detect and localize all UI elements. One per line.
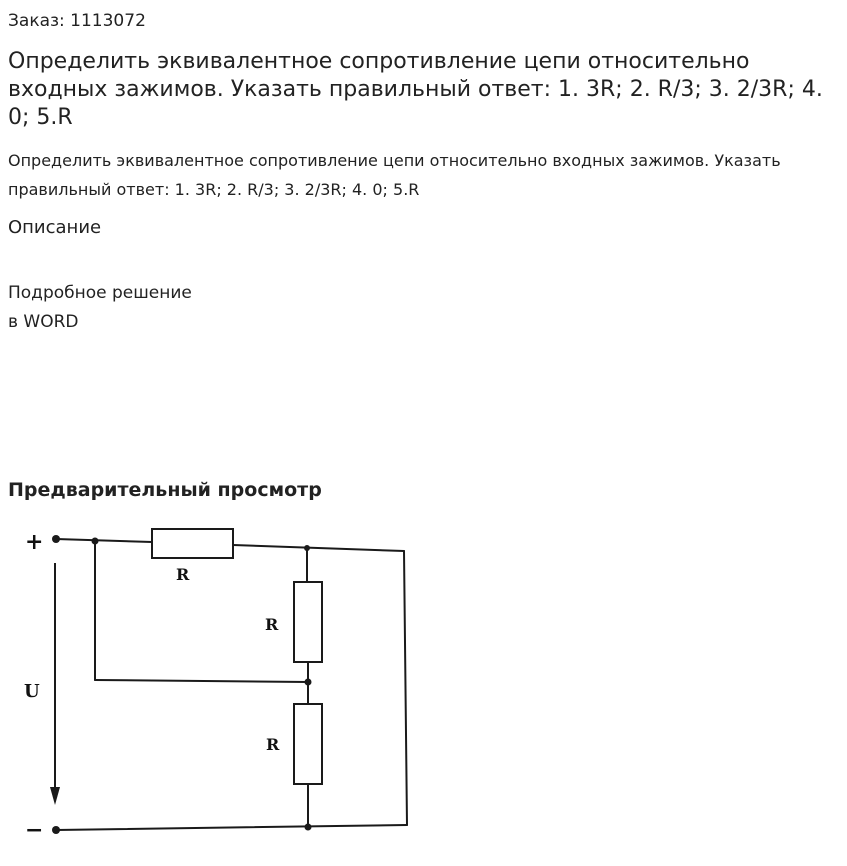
circuit-schematic <box>0 515 430 845</box>
terminal-minus <box>52 826 60 834</box>
resistor-top <box>152 529 233 558</box>
plus-label: + <box>25 529 44 555</box>
junction <box>92 538 99 545</box>
minus-label: − <box>25 817 44 843</box>
resistor-bottom <box>294 704 322 784</box>
page-title: Определить эквивалентное сопротивление цепи относительно входных зажимов. Указать правильный ответ: 1. 3R; 2. R/3; 3. 2/3R; 4. 0; 5.R <box>8 49 823 130</box>
junction <box>305 824 312 831</box>
wire <box>56 539 152 542</box>
resistor-label-top: R <box>176 565 190 584</box>
wire <box>233 545 404 551</box>
solution-line: в WORD <box>8 312 79 332</box>
resistor-label-bottom: R <box>266 735 280 754</box>
preview-heading: Предварительный просмотр <box>8 479 322 501</box>
task-description: Определить эквивалентное сопротивление цепи относительно входных зажимов. Указать правильный ответ: 1. 3R; 2. R/3; 3. 2/3R; 4. 0; 5.R <box>8 151 781 199</box>
wire <box>56 825 407 830</box>
solution-line: Подробное решение <box>8 283 192 303</box>
junction <box>304 545 310 551</box>
wire <box>404 551 407 825</box>
junction <box>305 679 312 686</box>
resistor-label-middle: R <box>265 615 279 634</box>
solution-note <box>8 279 192 337</box>
voltage-label: U <box>24 681 40 702</box>
wire <box>95 680 308 682</box>
order-number: Заказ: 1113072 <box>8 11 146 31</box>
terminal-plus <box>52 535 60 543</box>
resistor-middle <box>294 582 322 662</box>
voltage-arrow-head <box>50 787 60 805</box>
description-heading: Описание <box>8 217 102 238</box>
